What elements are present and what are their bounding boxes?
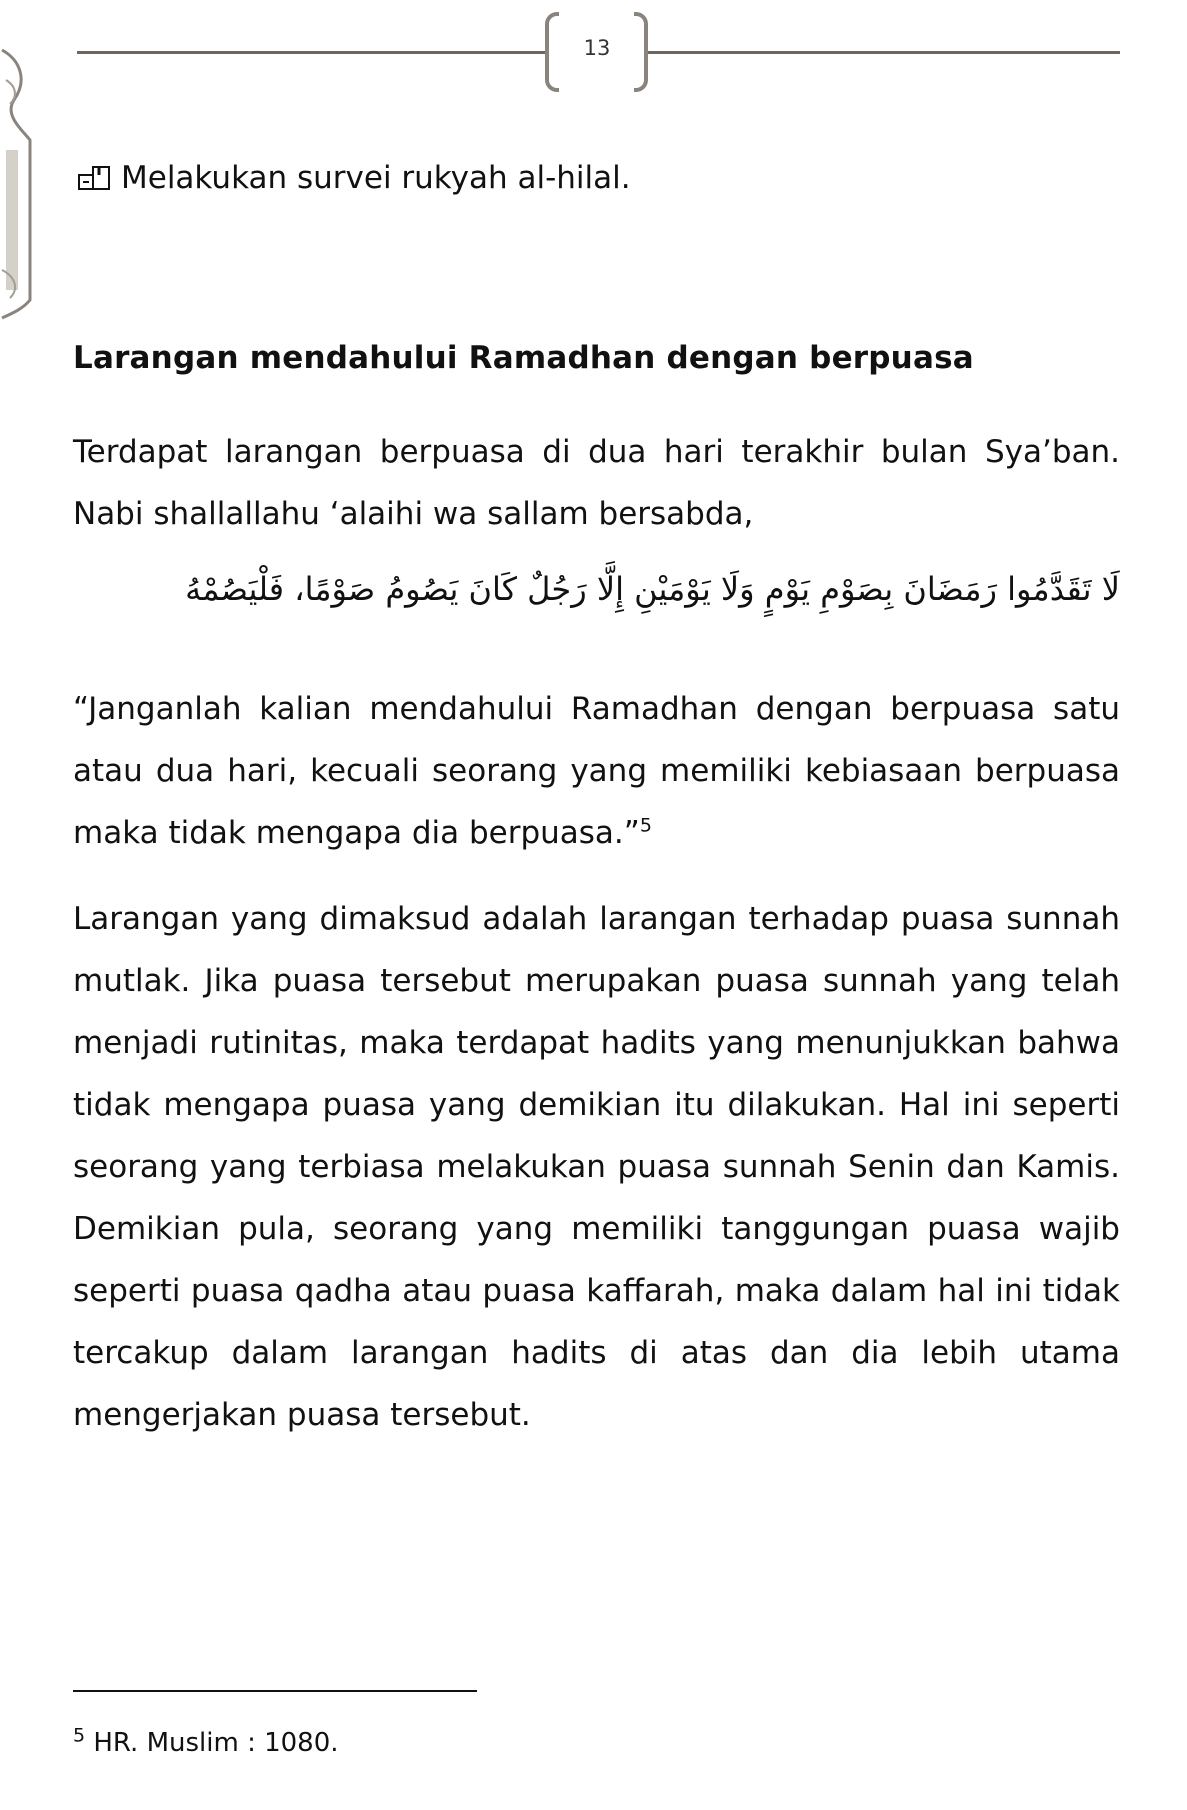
footnote — [73, 1724, 339, 1758]
page-number-bracket-right — [634, 12, 648, 92]
page-border-ornament — [0, 40, 36, 320]
header-rule-left — [77, 51, 545, 54]
footnote-rule — [73, 1690, 477, 1692]
footnote-reference[interactable]: 5 — [639, 814, 652, 837]
explanation-paragraph: Larangan yang dimaksud adalah larangan terhadap puasa sunnah mutlak. Jika puasa tersebut merupakan puasa sunnah yang telah menjadi rutinitas, maka terdapat hadits yang menunjukkan bahwa tidak mengapa puasa yang demikian itu dilakukan. Hal ini seperti seorang yang terbiasa melakukan puasa sunnah Senin dan Kamis. Demikian pula, seorang yang memiliki tanggungan puasa wajib seperti puasa qadha atau puasa kaffarah, maka dalam hal ini tidak tercakup dalam larangan hadits di atas dan dia lebih utama mengerjakan puasa tersebut. — [73, 901, 1120, 1433]
page-number: 13 — [583, 36, 611, 60]
section-heading: Larangan mendahului Ramadhan dengan berpuasa — [73, 340, 974, 376]
header-rule-right — [648, 51, 1120, 54]
checkbox-icon — [77, 163, 115, 193]
hadith-arabic: لَا تَقَدَّمُوا رَمَضَانَ بِصَوْمِ يَوْمٍ وَلَا يَوْمَيْنِ إِلَّا رَجُلٌ كَانَ يَصُومُ صَوْمًا، فَلْيَصُمْهُ — [185, 570, 1120, 608]
survey-item-text: Melakukan survei rukyah al-hilal. — [121, 160, 631, 196]
translation-text: “Janganlah kalian mendahului Ramadhan dengan berpuasa satu atau dua hari, kecuali seorang yang memiliki kebiasaan berpuasa maka tidak mengapa dia berpuasa.” — [73, 691, 1120, 851]
hadith-translation — [73, 678, 1120, 864]
survey-item — [77, 160, 631, 196]
footnote-text: HR. Muslim : 1080. — [85, 1728, 339, 1758]
footnote-number: 5 — [73, 1724, 86, 1747]
intro-paragraph: Terdapat larangan berpuasa di dua hari terakhir bulan Sya’ban. Nabi shallallahu ‘alaihi wa sallam bersabda, — [73, 434, 1120, 532]
page-number-bracket-left — [545, 12, 559, 92]
